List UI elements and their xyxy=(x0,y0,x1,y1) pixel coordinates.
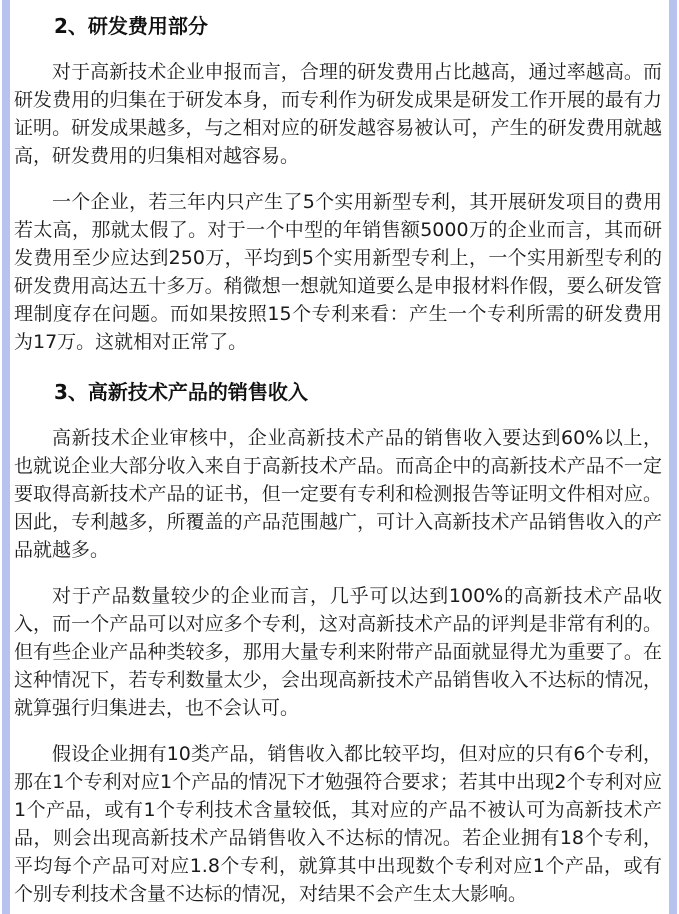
paragraph: 对于高新技术企业申报而言，合理的研发费用占比越高，通过率越高。而研发费用的归集在于研发本身，而专利作为研发成果是研发工作开展的最有力证明。研发成果越多，与之相对应的研发越容易被认可，产生的研发费用就越高，研发费用的归集相对越容易。 xyxy=(14,61,662,167)
paragraph: 假设企业拥有10类产品，销售收入都比较平均，但对应的只有6个专利，那在1个专利对应1个产品的情况下才勉强符合要求；若其中出现2个专利对应1个产品，或有1个专利技术含量较低，其对应的产品不被认可为高新技术产品，则会出现高新技术产品销售收入不达标的情况。若企业拥有18个专利，平均每个产品可对应1.8个专利，就算其中出现数个专利对应1个产品，或有个别专利技术含量不达标的情况，对结果不会产生太大影响。 xyxy=(14,743,662,905)
paragraph: 高新技术企业审核中，企业高新技术产品的销售收入要达到60%以上，也就说企业大部分收入来自于高新技术产品。而高企中的高新技术产品不一定要取得高新技术产品的证书，但一定要有专利和检测报告等证明文件相对应。因此，专利越多，所覆盖的产品范围越广，可计入高新技术产品销售收入的产品就越多。 xyxy=(14,427,662,561)
paragraph: 一个企业，若三年内只产生了5个实用新型专利，其开展研发项目的费用若太高，那就太假了。对于一个中型的年销售额5000万的企业而言，其而研发费用至少应达到250万，平均到5个实用新型专利上，一个实用新型专利的研发费用高达五十多万。稍微想一想就知道要么是申报材料作假，要么研发管理制度存在问题。而如果按照15个专利来看：产生一个专利所需的研发费用为17万。这就相对正常了。 xyxy=(14,191,662,353)
section-heading-hightech-sales-revenue: 3、高新技术产品的销售收入 xyxy=(54,380,308,404)
paragraph: 对于产品数量较少的企业而言，几乎可以达到100%的高新技术产品收入，而一个产品可以对应多个专利，这对高新技术产品的评判是非常有利的。但有些企业产品种类较多，那用大量专利来附带产品面就显得尤为重要了。在这种情况下，若专利数量太少，会出现高新技术产品销售收入不达标的情况，就算强行归集进去，也不会认可。 xyxy=(14,585,662,719)
section-heading-rd-expenses: 2、研发费用部分 xyxy=(54,14,208,38)
